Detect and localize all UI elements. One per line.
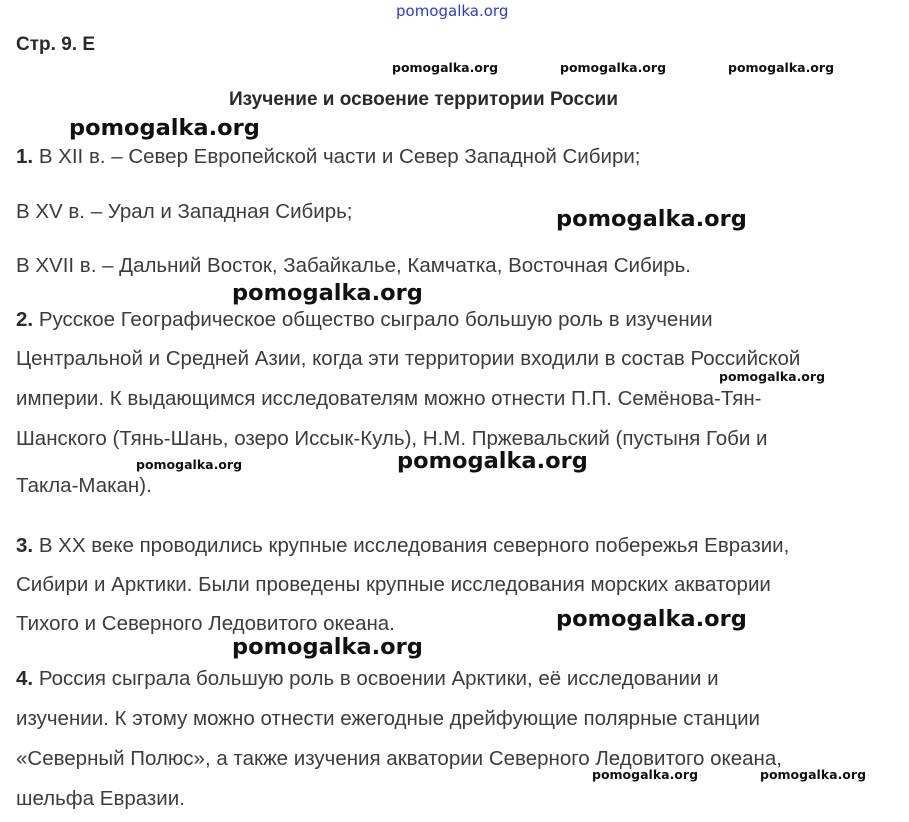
watermark: pomogalka.org bbox=[392, 60, 499, 75]
watermark: pomogalka.org bbox=[136, 457, 243, 472]
answer-number: 3. bbox=[16, 534, 34, 557]
answer-number: 4. bbox=[16, 667, 34, 690]
answer-2-line-1 bbox=[16, 308, 713, 332]
answer-number: 2. bbox=[16, 308, 34, 331]
watermark: pomogalka.org bbox=[728, 60, 835, 75]
site-logo[interactable]: pomogalka.org bbox=[396, 2, 509, 20]
answer-1-line-3: В XVII в. – Дальний Восток, Забайкалье, Камчатка, Восточная Сибирь. bbox=[16, 254, 691, 277]
answer-text: Русское Географическое общество сыграло большую роль в изучении bbox=[38, 308, 713, 331]
answer-2-line-2: Центральной и Средней Азии, когда эти территории входили в состав Российской bbox=[16, 347, 801, 370]
watermark: pomogalka.org bbox=[232, 280, 423, 306]
answer-4-line-2: изучении. К этому можно отнести ежегодные дрейфующие полярные станции bbox=[16, 707, 760, 730]
answer-text: В XX веке проводились крупные исследования северного побережья Евразии, bbox=[38, 534, 790, 557]
answer-4-line-4: шельфа Евразии. bbox=[16, 787, 185, 810]
answer-text: В XII в. – Север Европейской части и Север Западной Сибири; bbox=[38, 145, 641, 168]
watermark: pomogalka.org bbox=[719, 369, 826, 384]
answer-text: Россия сыграла большую роль в освоении Арктики, её исследовании и bbox=[38, 667, 719, 690]
answer-2-line-5: Такла-Макан). bbox=[16, 474, 152, 497]
answer-2-line-4: Шанского (Тянь-Шань, озеро Иссык-Куль), Н.М. Пржевальский (пустыня Гоби и bbox=[16, 427, 768, 450]
watermark: pomogalka.org bbox=[556, 606, 747, 632]
answer-1-line-2: В XV в. – Урал и Западная Сибирь; bbox=[16, 200, 353, 223]
page-title: Изучение и освоение территории России bbox=[229, 89, 618, 110]
watermark: pomogalka.org bbox=[397, 448, 588, 474]
watermark: pomogalka.org bbox=[232, 634, 423, 660]
answer-3-line-2: Сибири и Арктики. Были проведены крупные исследования морских акватории bbox=[16, 573, 771, 596]
answer-1-line-1 bbox=[16, 145, 641, 169]
page-label: Стр. 9. E bbox=[16, 34, 95, 55]
watermark: pomogalka.org bbox=[556, 206, 747, 232]
watermark: pomogalka.org bbox=[592, 767, 699, 782]
answer-3-line-1 bbox=[16, 534, 789, 558]
answer-number: 1. bbox=[16, 145, 34, 168]
answer-2-line-3: империи. К выдающимся исследователям можно отнести П.П. Семёнова-Тян- bbox=[16, 387, 762, 410]
answer-4-line-1 bbox=[16, 667, 719, 691]
watermark: pomogalka.org bbox=[760, 767, 867, 782]
answer-3-line-3: Тихого и Северного Ледовитого океана. bbox=[16, 612, 395, 635]
answer-4-line-3: «Северный Полюс», а также изучения акватории Северного Ледовитого океана, bbox=[16, 747, 782, 770]
watermark: pomogalka.org bbox=[560, 60, 667, 75]
watermark: pomogalka.org bbox=[69, 115, 260, 141]
